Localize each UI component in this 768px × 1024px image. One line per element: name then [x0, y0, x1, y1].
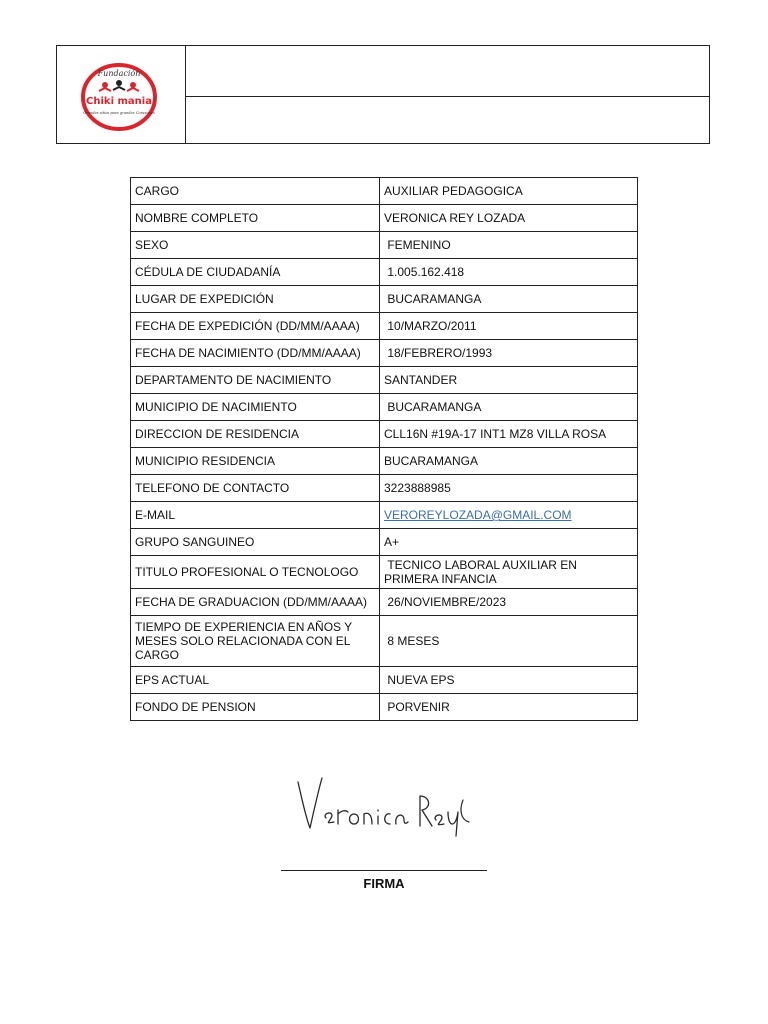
table-row	[131, 313, 638, 340]
field-label: DIRECCION DE RESIDENCIA	[131, 421, 380, 448]
field-label: LUGAR DE EXPEDICIÓN	[131, 286, 380, 313]
table-row	[131, 694, 638, 721]
logo-cell	[57, 46, 186, 143]
logo-tagline: Grandes sitios para grandes Corazones	[83, 111, 155, 115]
field-value: AUXILIAR PEDAGOGICA	[380, 178, 638, 205]
field-label: CÉDULA DE CIUDADANÍA	[131, 259, 380, 286]
field-value: BUCARAMANGA	[380, 448, 638, 475]
foundation-logo	[79, 59, 159, 131]
table-row	[131, 421, 638, 448]
signature-line	[281, 870, 487, 871]
field-label: FECHA DE EXPEDICIÓN (DD/MM/AAAA)	[131, 313, 380, 340]
header-row-1	[185, 46, 709, 97]
field-value: 8 MESES	[380, 616, 638, 667]
document-header	[56, 45, 710, 144]
table-row	[131, 616, 638, 667]
field-value: CLL16N #19A-17 INT1 MZ8 VILLA ROSA	[380, 421, 638, 448]
field-value: 10/MARZO/2011	[380, 313, 638, 340]
field-value: BUCARAMANGA	[380, 286, 638, 313]
table-row	[131, 178, 638, 205]
field-value: 3223888985	[380, 475, 638, 502]
table-row	[131, 529, 638, 556]
field-label: MUNICIPIO RESIDENCIA	[131, 448, 380, 475]
field-label: FONDO DE PENSION	[131, 694, 380, 721]
field-value: NUEVA EPS	[380, 667, 638, 694]
signature-caption: FIRMA	[363, 876, 405, 891]
field-value: 1.005.162.418	[380, 259, 638, 286]
field-label: DEPARTAMENTO DE NACIMIENTO	[131, 367, 380, 394]
field-label: FECHA DE GRADUACION (DD/MM/AAAA)	[131, 589, 380, 616]
field-value: TECNICO LABORAL AUXILIAR EN PRIMERA INFANCIA	[380, 556, 638, 589]
table-row	[131, 340, 638, 367]
field-label: NOMBRE COMPLETO	[131, 205, 380, 232]
personal-info-table	[130, 177, 638, 721]
field-value: 26/NOVIEMBRE/2023	[380, 589, 638, 616]
field-label: EPS ACTUAL	[131, 667, 380, 694]
field-label: E-MAIL	[131, 502, 380, 529]
table-row	[131, 448, 638, 475]
table-row	[131, 475, 638, 502]
logo-name: Chiki mania	[86, 96, 152, 107]
field-value: A+	[380, 529, 638, 556]
table-row	[131, 589, 638, 616]
field-value: PORVENIR	[380, 694, 638, 721]
field-value: FEMENINO	[380, 232, 638, 259]
table-row	[131, 205, 638, 232]
handwritten-signature	[288, 770, 478, 840]
table-row	[131, 286, 638, 313]
field-label: CARGO	[131, 178, 380, 205]
table-row	[131, 232, 638, 259]
field-value	[380, 502, 638, 529]
field-label: FECHA DE NACIMIENTO (DD/MM/AAAA)	[131, 340, 380, 367]
field-value: SANTANDER	[380, 367, 638, 394]
table-row	[131, 556, 638, 589]
table-row	[131, 367, 638, 394]
table-row	[131, 394, 638, 421]
field-value: 18/FEBRERO/1993	[380, 340, 638, 367]
table-row	[131, 667, 638, 694]
field-value: VERONICA REY LOZADA	[380, 205, 638, 232]
email-link[interactable]: VEROREYLOZADA@GMAIL.COM	[384, 508, 572, 522]
field-label: TITULO PROFESIONAL O TECNOLOGO	[131, 556, 380, 589]
table-row	[131, 259, 638, 286]
logo-title: Fundación	[97, 69, 141, 78]
field-label: TELEFONO DE CONTACTO	[131, 475, 380, 502]
field-label: TIEMPO DE EXPERIENCIA EN AÑOS Y MESES SOLO RELACIONADA CON EL CARGO	[131, 616, 380, 667]
field-label: GRUPO SANGUINEO	[131, 529, 380, 556]
table-row	[131, 502, 638, 529]
field-value: BUCARAMANGA	[380, 394, 638, 421]
field-label: MUNICIPIO DE NACIMIENTO	[131, 394, 380, 421]
header-row-2	[185, 96, 709, 143]
field-label: SEXO	[131, 232, 380, 259]
